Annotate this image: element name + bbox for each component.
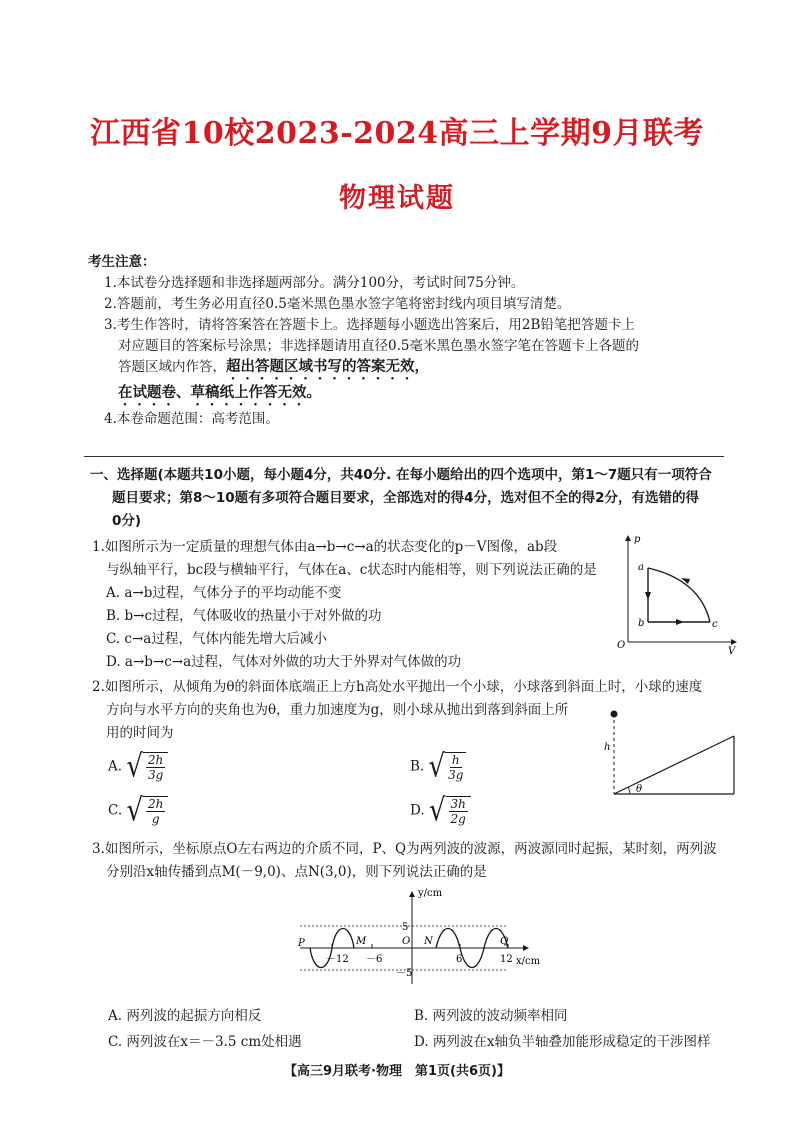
exam-title: 江西省10校2023-2024高三上学期9月联考 [89,116,705,151]
page-footer: 【高三9月联考·物理 第1页(共6页)】 [284,1064,510,1079]
bc-arrow [676,619,684,625]
label-N: N [424,936,433,947]
label-12: 12 [500,954,513,965]
q2-option-a-label: A. [108,758,123,775]
section-line-1: 一、选择题(本题共10小题，每小题4分，共40分. 在每小题给出的四个选项中，第1～7题只有一项符合 [90,467,712,483]
q2-option-a-expr: √ $\frac{2h}{3g}$ [126,752,168,782]
notice-warning-2: 在试题卷、草稿纸上作答无效。 [118,385,321,401]
subject-title: 物理试题 [339,183,455,214]
notice-item-3 [88,315,648,409]
label-c: c [712,619,718,630]
label-P: P [298,938,305,949]
q1-option-a: A. a→b过程，气体分子的平均动能不变 [106,585,342,601]
q2-a-den: 3g [147,768,164,782]
incline-slope [614,736,734,794]
ab-arrow [645,592,651,600]
q2-c-num: 2h [148,797,164,811]
q2-option-d-label: D. [410,802,425,819]
q3-option-c: C. 两列波在x＝－3.5 cm处相遇 [108,1034,302,1050]
label-xlabel: x/cm [516,956,541,967]
label-ylabel: y/cm [418,888,443,899]
label-theta: θ [636,784,643,795]
q1-option-c: C. c→a过程，气体内能先增大后减小 [106,631,327,647]
label-M: M [356,936,367,947]
q2-c-den: g [151,812,160,826]
q2-option-c-label: C. [108,802,123,819]
q2-option-b [410,749,466,785]
ball [611,711,618,718]
q3-wave-diagram [290,886,550,994]
q2-b-den: 3g [448,768,464,782]
q2-stem-2: 方向与水平方向的夹角也为θ，重力加速度为g，则小球从抛出到落到斜面上所 [106,702,569,718]
q3-option-a: A. 两列波的起振方向相反 [108,1008,262,1024]
q1-option-b: B. b→c过程，气体吸收的热量小于对外做的功 [106,608,382,624]
notice-head: 考生注意： [88,254,156,270]
q1-stem-2: 与纵轴平行，bc段与横轴平行，气体在a、c状态时内能相等，则下列说法正确的是 [106,562,597,578]
q2-option-b-label: B. [410,758,425,775]
q2-option-a [108,749,168,785]
q1-stem-1: 1.如图所示为一定质量的理想气体由a→b→c→a的状态变化的p－V图像，ab段 [92,539,558,555]
section-line-2: 题目要求；第8～10题有多项符合题目要求，全部选对的得4分，选对但不全的得2分，有选错的得 [112,490,699,506]
q2-option-d [410,793,471,829]
notice-item-4: 4.本卷命题范围：高考范围。 [104,411,279,427]
ca-curve [648,568,710,622]
q1-option-d: D. a→b→c→a过程，气体对外做的功大于外界对气体做的功 [106,654,462,670]
label-b: b [638,618,645,629]
label-h: h [604,742,611,753]
label-Q: Q [500,936,509,947]
label-5: 5 [402,922,409,933]
notice-item-2: 2.答题前，考生务必用直径0.5毫米黑色墨水签字笔将密封线内项目填写清楚。 [104,296,571,312]
question-1 [92,536,612,674]
q2-option-b-expr: √ $\frac{h}{3g}$ [429,752,467,782]
q3-stem-1: 3.如图所示，坐标原点O左右两边的介质不同，P、Q为两列波的波源，两波源同时起振，某时刻，两列波 [92,841,717,857]
q3-option-d: D. 两列波在x轴负半轴叠加能形成稳定的干涉图样 [414,1034,711,1050]
q2-stem-3: 用的时间为 [106,725,174,741]
notice-item-1: 1.本试卷分选择题和非选择题两部分。满分100分，考试时间75分钟。 [104,275,525,291]
notice-warning-1: 超出答题区域书写的答案无效， [226,359,429,375]
label-minus5: －5 [396,968,413,979]
theta-arc [628,787,630,794]
q2-d-den: 2g [450,812,466,826]
q2-a-num: 2h [147,753,164,767]
q2-b-num: h [451,753,460,767]
label-a: a [638,562,644,573]
q2-option-c [108,793,168,829]
q2-stem-1: 2.如图所示，从倾角为θ的斜面体底端正上方h高处水平抛出一个小球，小球落到斜面上时，小球的速度 [92,679,703,695]
q3-stem-2: 分别沿x轴传播到点M(－9,0)、点N(3,0)，则下列说法正确的是 [106,864,487,880]
q3-option-b: B. 两列波的波动频率相同 [414,1008,568,1024]
q1-pv-diagram [612,530,742,658]
label-O: O [402,936,411,947]
label-m12: －12 [326,954,349,965]
q2-option-d-expr: √ $\frac{3h}{2g}$ [429,796,471,826]
label-v: V [728,646,736,657]
notice-item-3-text: 3.考生作答时，请将答案答在答题卡上。选择题每小题选出答案后，用2B铅笔把答题卡上对应题目的答案标号涂黑；非选择题请用直径0.5毫米黑色墨水签字笔在答题卡上各题的答题区域内作答， [104,317,639,375]
label-p: p [634,534,641,545]
divider [84,456,724,457]
section-header [90,464,738,533]
label-6: 6 [456,954,463,965]
section-line-3: 0分) [112,513,142,529]
q2-d-num: 3h [450,797,466,811]
label-m6: －6 [366,954,383,965]
question-3 [92,838,752,884]
label-o: O [617,640,626,651]
ca-arrow [681,578,690,584]
candidate-notice [88,252,648,430]
q2-option-c-expr: √ $\frac{2h}{g}$ [126,796,168,826]
q2-incline-diagram [600,704,746,804]
